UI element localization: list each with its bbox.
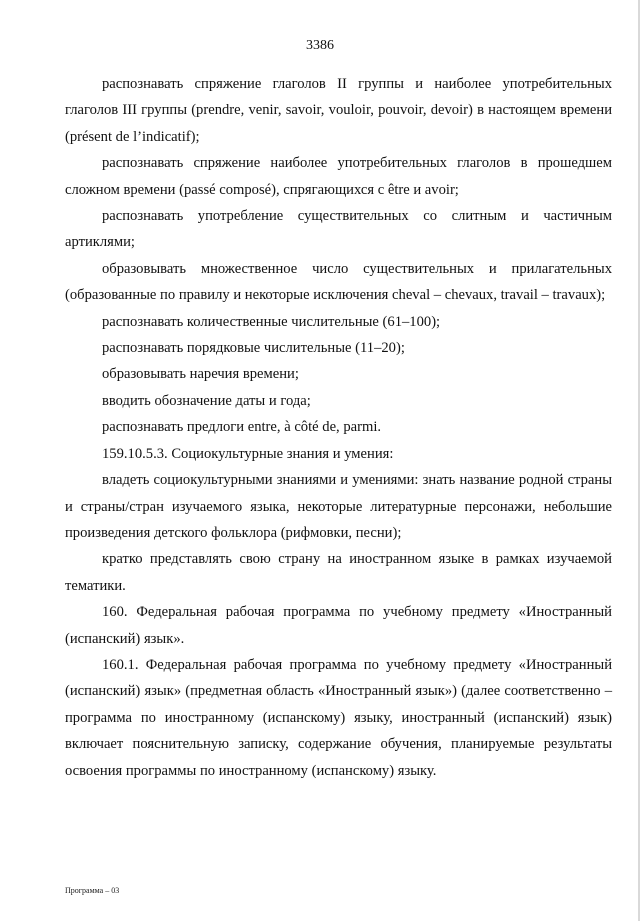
paragraph-present-country: кратко представлять свою страну на иностранном языке в рамках изучаемой тематики. (65, 551, 612, 594)
body-text (65, 71, 612, 784)
footer-label: Программа – 03 (65, 886, 120, 895)
page-number: 3386 (306, 38, 334, 53)
paragraph-prepositions: распознавать предлоги entre, à côté de, parmi. (102, 419, 382, 436)
paragraph-articles: распознавать употребление существительных со слитным и частичным артиклями; (65, 208, 612, 251)
paragraph-plural-forms: образовывать множественное число существительных и прилагательных (образованные по правилу и некоторые исключения cheval – chevaux, travail – travaux); (65, 260, 612, 304)
paragraph-passe-compose: распознавать спряжение наиболее употребительных глаголов в прошедшем сложном времени (passé composé), спрягающихся с être и avoir; (65, 155, 612, 198)
paragraph-sociocultural-knowledge: владеть социокультурными знаниями и умениями: знать название родной страны и страны/стран изучаемого языка, некоторые литературные персонажи, небольшие произведения детского фольклора (рифмовки, песни); (65, 472, 612, 541)
section-heading-sociocultural: 159.10.5.3. Социокультурные знания и умения: (102, 445, 394, 462)
paragraph-date-year: вводить обозначение даты и года; (102, 392, 311, 409)
paragraph-time-adverbs: образовывать наречия времени; (102, 366, 299, 383)
paragraph-verb-conjugation-group-2-3: распознавать спряжение глаголов II группы и наиболее употребительных глаголов III группы (prendre, venir, savoir, vouloir, pouvoir, devoir) в настоящем времени (présent de l’indicatif); (65, 76, 612, 145)
paragraph-spanish-program-description: 160.1. Федеральная рабочая программа по учебному предмету «Иностранный (испанский) язык» (предметная область «Иностранный язык») (далее соответственно – программа по иностранному (испанскому) языку, иностранный (испанский) язык) включает пояснительную записку, содержание обучения, планируемые результаты освоения программы по иностранному (испанскому) языку. (65, 656, 612, 779)
paragraph-ordinal-numerals: распознавать порядковые числительные (11–20); (102, 340, 405, 357)
paragraph-cardinal-numerals: распознавать количественные числительные (61–100); (102, 313, 441, 330)
section-heading-spanish-program: 160. Федеральная рабочая программа по учебному предмету «Иностранный (испанский) язык». (65, 604, 612, 647)
